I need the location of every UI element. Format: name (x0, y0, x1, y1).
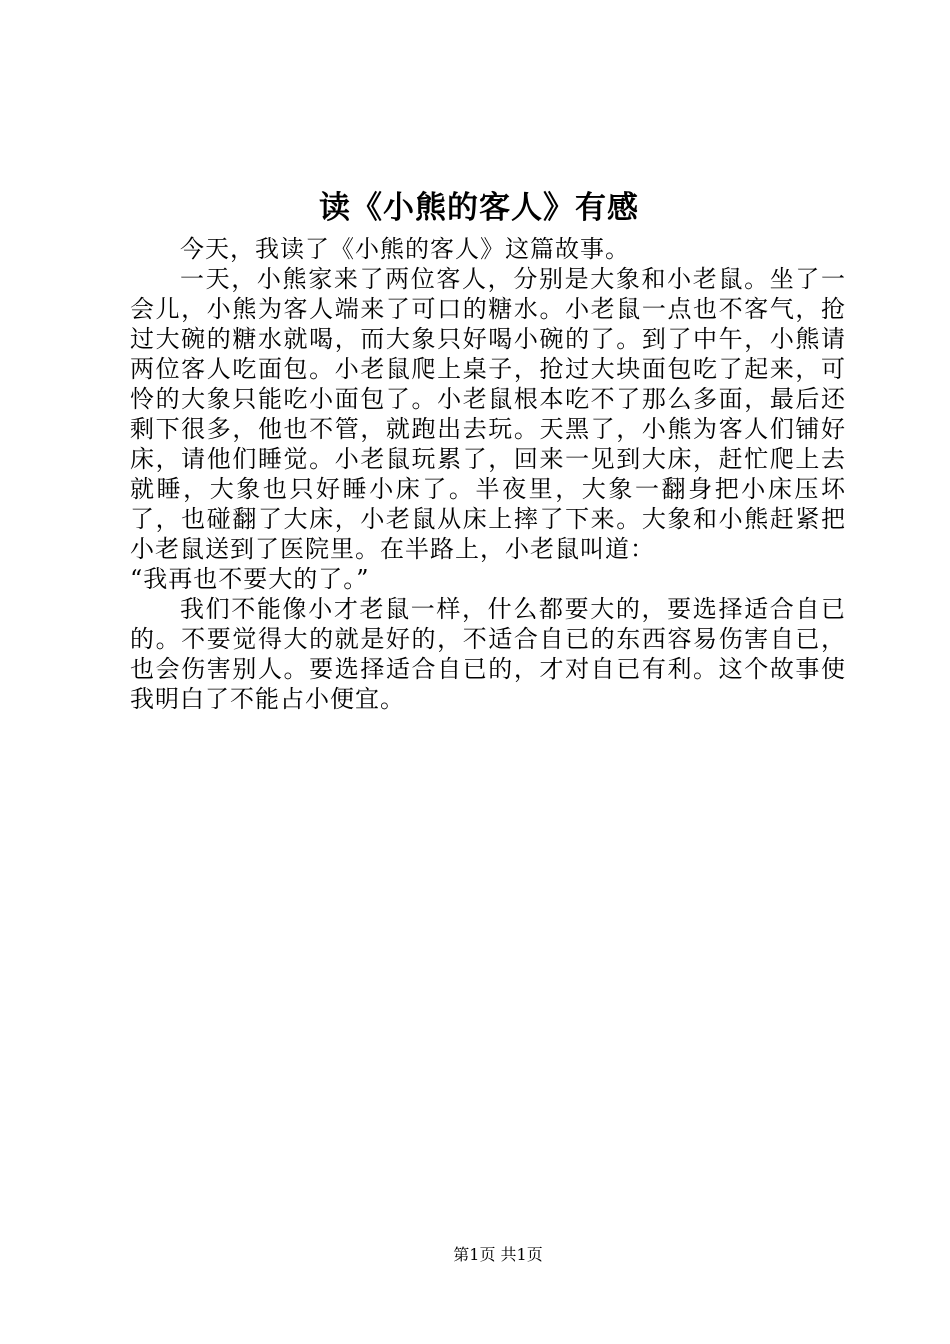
paragraph-intro: 今天，我读了《小熊的客人》这篇故事。 (180, 235, 630, 263)
quote-line: “我再也不要大的了。” (130, 565, 370, 593)
document-title: 读《小熊的客人》有感 (319, 190, 639, 226)
paragraph-reflection: 我们不能像小才老鼠一样，什么都要大的，要选择适合自已的。不要觉得大的就是好的，不适合自已的东西容易伤害自已，也会伤害别人。要选择适合自已的，才对自已有利。这个故事使我明白了不能占小便宜。 (130, 595, 846, 713)
page-footer: 第1页 共1页 (453, 1245, 543, 1264)
paragraph-story: 一天，小熊家来了两位客人，分别是大象和小老鼠。坐了一会儿，小熊为客人端来了可口的糖水。小老鼠一点也不客气，抢过大碗的糖水就喝，而大象只好喝小碗的了。到了中午，小熊请两位客人吃面包。小老鼠爬上桌子，抢过大块面包吃了起来，可怜的大象只能吃小面包了。小老鼠根本吃不了那么多面，最后还剩下很多，他也不管，就跑出去玩。天黑了，小熊为客人们铺好床，请他们睡觉。小老鼠玩累了，回来一见到大床，赶忙爬上去就睡，大象也只好睡小床了。半夜里，大象一翻身把小床压坏了，也碰翻了大床，小老鼠从床上摔了下来。大象和小熊赶紧把小老鼠送到了医院里。在半路上，小老鼠叫道： (130, 265, 846, 563)
document-body (130, 234, 846, 714)
